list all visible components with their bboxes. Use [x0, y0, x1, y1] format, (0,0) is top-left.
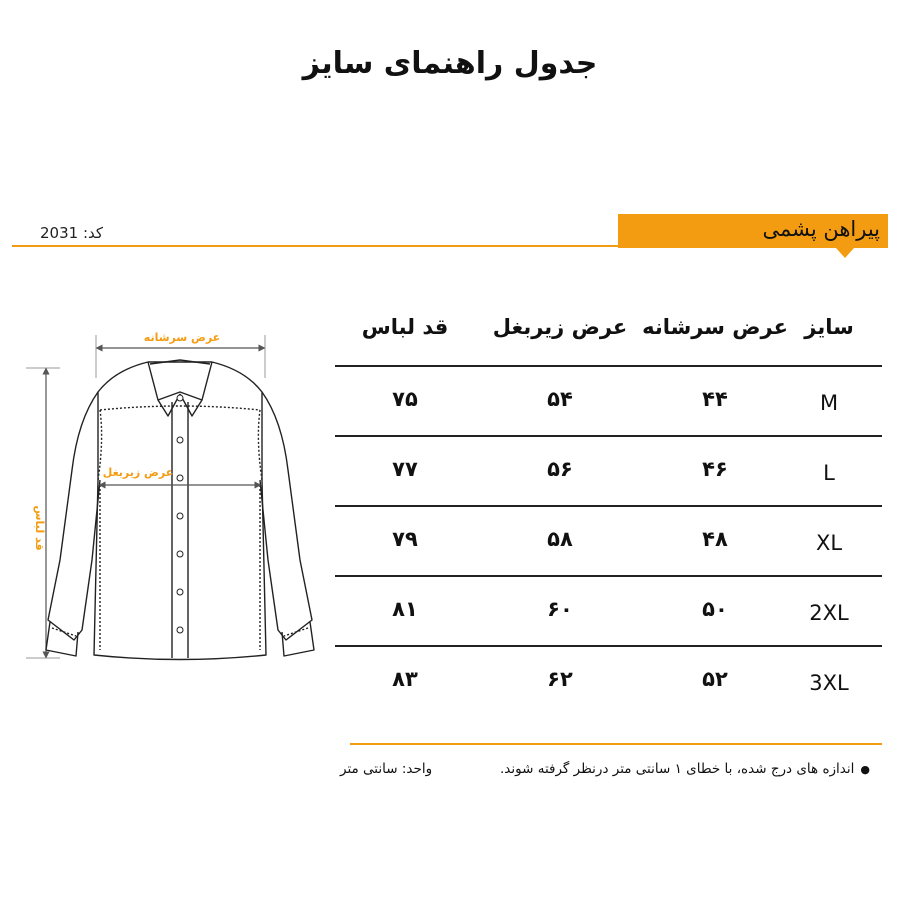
header-armpit: عرض زیربغل — [492, 315, 628, 339]
shoulder-cell: ۴۸ — [702, 527, 728, 551]
length-dimension-label: قد لباس — [33, 505, 46, 551]
size-cell: 2XL — [809, 601, 849, 625]
length-cell: ۷۹ — [392, 527, 418, 551]
footnote-text: اندازه های درج شده، با خطای ۱ سانتی متر درنظر گرفته شوند. — [500, 761, 855, 777]
length-cell: ۷۷ — [392, 457, 418, 481]
table-row — [335, 367, 882, 437]
table-row — [335, 437, 882, 507]
footer-divider — [350, 743, 882, 745]
armpit-cell: ۵۴ — [547, 387, 573, 411]
header-length: قد لباس — [361, 315, 449, 339]
header-size: سایز — [804, 315, 854, 339]
header-shoulder: عرض سرشانه — [642, 315, 788, 339]
size-table — [335, 295, 882, 715]
size-cell: 3XL — [809, 671, 849, 695]
bullet-icon: ● — [860, 763, 870, 776]
category-tab — [618, 214, 888, 248]
unit-label: واحد: سانتی متر — [340, 761, 433, 777]
armpit-cell: ۶۰ — [547, 597, 573, 621]
size-cell: XL — [815, 531, 843, 555]
length-cell: ۸۱ — [392, 597, 418, 621]
header-divider — [12, 245, 622, 247]
armpit-cell: ۵۶ — [547, 457, 573, 481]
armpit-dimension-label: عرض زیربغل — [102, 466, 174, 479]
size-cell: M — [819, 391, 839, 415]
category-label: پیراهن پشمی — [762, 217, 880, 241]
shoulder-cell: ۴۴ — [702, 387, 728, 411]
page-title: جدول راهنمای سایز — [302, 46, 598, 81]
table-header — [335, 295, 882, 367]
shoulder-cell: ۴۶ — [702, 457, 728, 481]
footnote — [500, 761, 870, 777]
shoulder-cell: ۵۰ — [702, 597, 728, 621]
length-cell: ۷۵ — [392, 387, 418, 411]
shoulder-cell: ۵۲ — [702, 667, 728, 691]
product-code: کد: 2031 — [40, 224, 104, 242]
size-cell: L — [823, 461, 835, 485]
armpit-cell: ۵۸ — [547, 527, 573, 551]
table-row — [335, 577, 882, 647]
table-row — [335, 507, 882, 577]
length-cell: ۸۳ — [392, 667, 418, 691]
shirt-diagram — [0, 300, 330, 680]
shoulder-dimension-label: عرض سرشانه — [143, 331, 221, 344]
armpit-cell: ۶۲ — [547, 667, 573, 691]
table-row — [335, 647, 882, 715]
